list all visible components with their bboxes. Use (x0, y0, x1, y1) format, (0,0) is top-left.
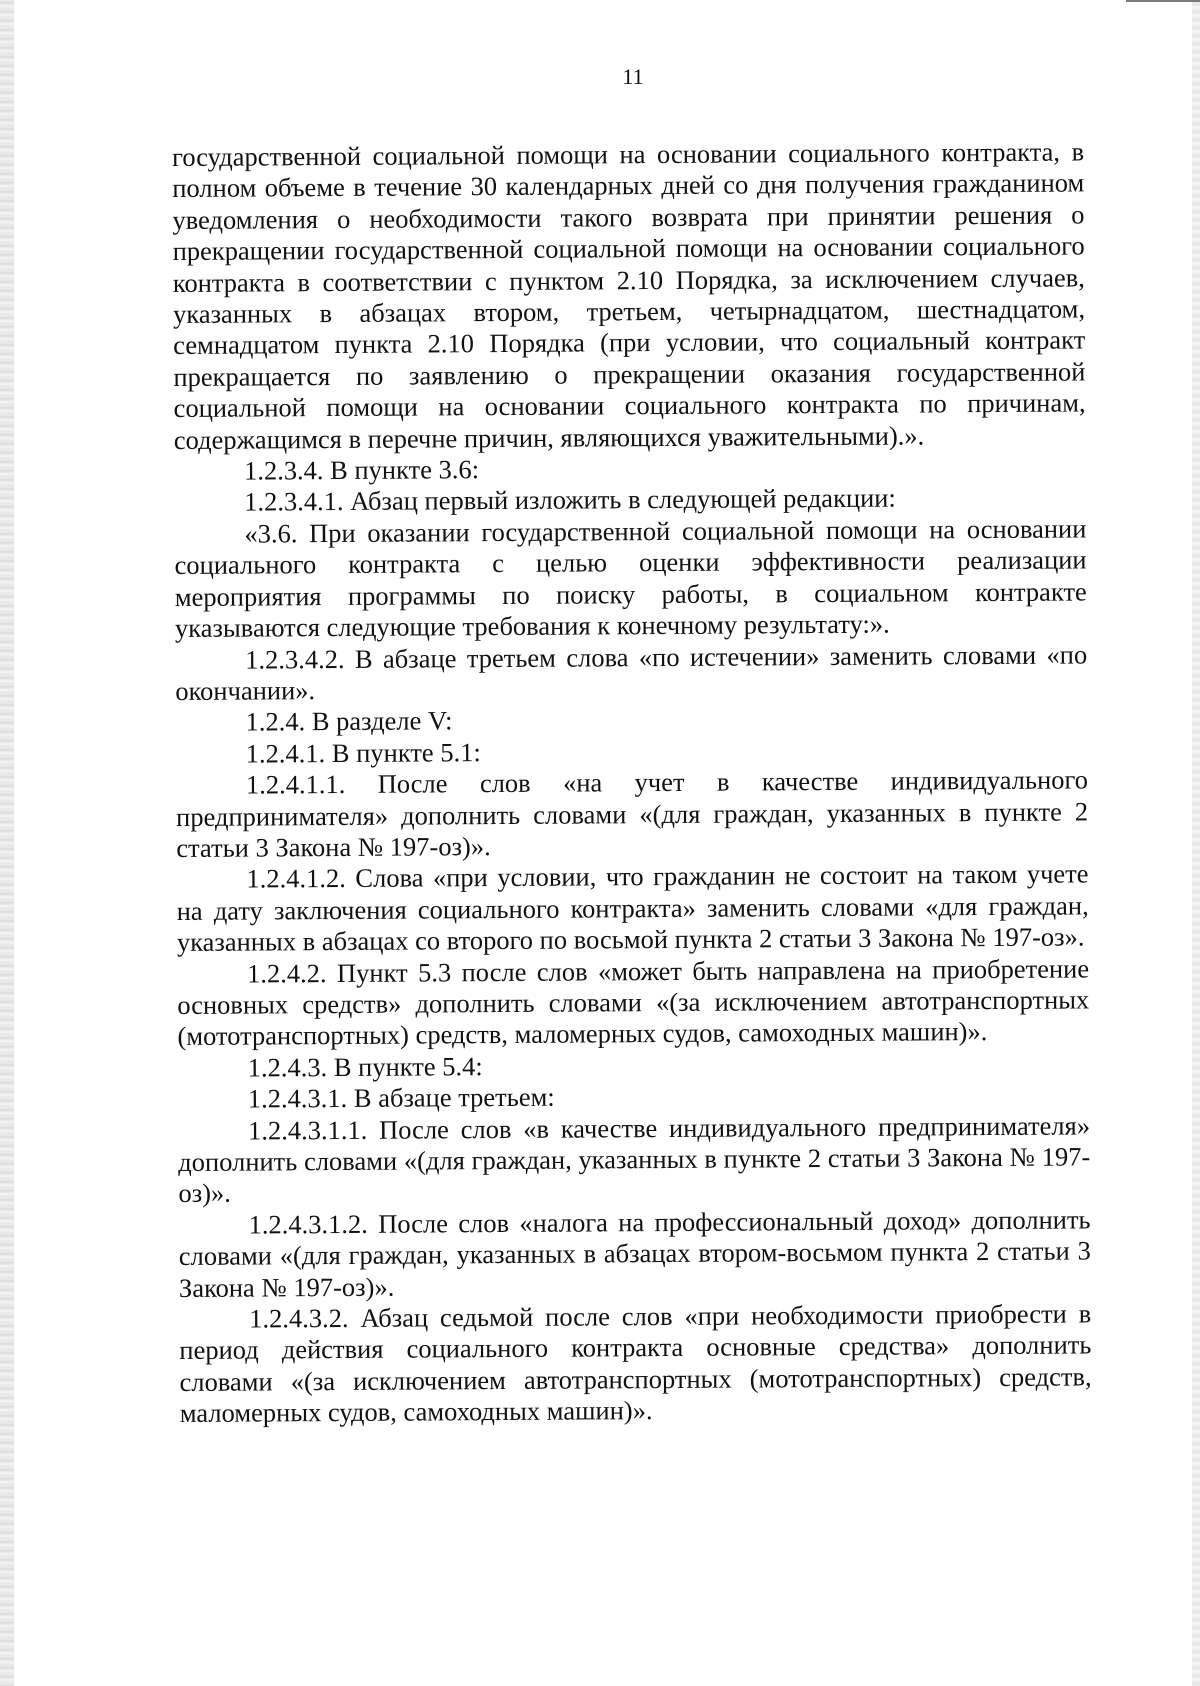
paragraph-1-2-3-4-2: 1.2.3.4.2. В абзаце третьем слова «по истечении» заменить словами «по окончании». (175, 638, 1088, 706)
paragraph-1-2-4-1: 1.2.4.1. В пункте 5.1: (245, 736, 481, 769)
scan-edge-right (1192, 0, 1200, 1686)
page-number: 11 (622, 64, 644, 89)
paragraph-1-2-4-2: 1.2.4.2. Пункт 5.3 после слов «может быть направлена на приобретение основных средств» дополнить словами «(за исключением автотранспортных (мототранспортных) средств, маломерных судов, самоходных машин)». (177, 952, 1090, 1052)
scan-edge-left (0, 0, 14, 1686)
scan-corner-line (1126, 0, 1200, 2)
paragraph-1-2-4-3-1: 1.2.4.3.1. В абзаце третьем: (247, 1081, 555, 1114)
paragraph-quote-3-6: «3.6. При оказании государственной социальной помощи на основании социального контракта с целью оценки эффективности реализации мероприятия программы по поиску работы, в социальном контракте указываются следующие требования к конечному результату:». (174, 513, 1087, 644)
paragraph-continuation: государственной социальной помощи на основании социального контракта, в полном объеме в течение 30 календарных дней со дня получения гражданином уведомления о необходимости такого возврата при принятии решения о прекращении государственной социальной помощи на основании социального контракта в соответствии с пунктом 2.10 Порядка, за исключением случаев, указанных в абзацах втором, третьем, четырнадцатом, шестнадцатом, семнадцатом пункта 2.10 Порядка (при условии, что социальный контракт прекращается по заявлению о прекращении оказания государственной социальной помощи на основании социального контракта по причинам, содержащимся в перечне причин, являющихся уважительными).». (172, 136, 1086, 455)
paragraph-1-2-4: 1.2.4. В разделе V: (245, 705, 453, 737)
paragraph-1-2-4-3-1-2: 1.2.4.3.1.2. После слов «налога на профессиональный доход» дополнить словами «(для граждан, указанных в абзацах втором-восьмом пункта 2 статьи 3 Закона № 197-оз)». (178, 1204, 1091, 1303)
paragraph-1-2-3-4-1: 1.2.3.4.1. Абзац первый изложить в следующей редакции: (244, 483, 896, 518)
paragraph-1-2-3-4: 1.2.3.4. В пункте 3.6: (243, 454, 480, 486)
paragraph-1-2-4-1-1: 1.2.4.1.1. После слов «на учет в качестве индивидуального предпринимателя» дополнить словами «(для граждан, указанных в пункте 2 статьи 3 Закона № 197-оз)». (176, 764, 1089, 863)
paragraph-1-2-4-3: 1.2.4.3. В пункте 5.4: (247, 1050, 483, 1083)
paragraph-1-2-4-3-1-1: 1.2.4.3.1.1. После слов «в качестве индивидуального предпринимателя» дополнить словами «(для граждан, указанных в пункте 2 статьи 3 Закона № 197-оз)». (178, 1110, 1091, 1209)
paragraph-1-2-4-1-2: 1.2.4.1.2. Слова «при условии, что гражданин не состоит на таком учете на дату заключения социального контракта» заменить словами «для граждан, указанных в абзацах со второго по восьмой пункта 2 статьи 3 Закона № 197-оз». (176, 858, 1089, 958)
paragraph-1-2-4-3-2: 1.2.4.3.2. Абзац седьмой после слов «при необходимости приобрести в период действия социального контракта основные средства» дополнить словами «(за исключением автотранспортных (мототранспортных) средств, маломерных судов, самоходных машин)». (179, 1298, 1092, 1429)
document-body (172, 136, 1092, 1429)
